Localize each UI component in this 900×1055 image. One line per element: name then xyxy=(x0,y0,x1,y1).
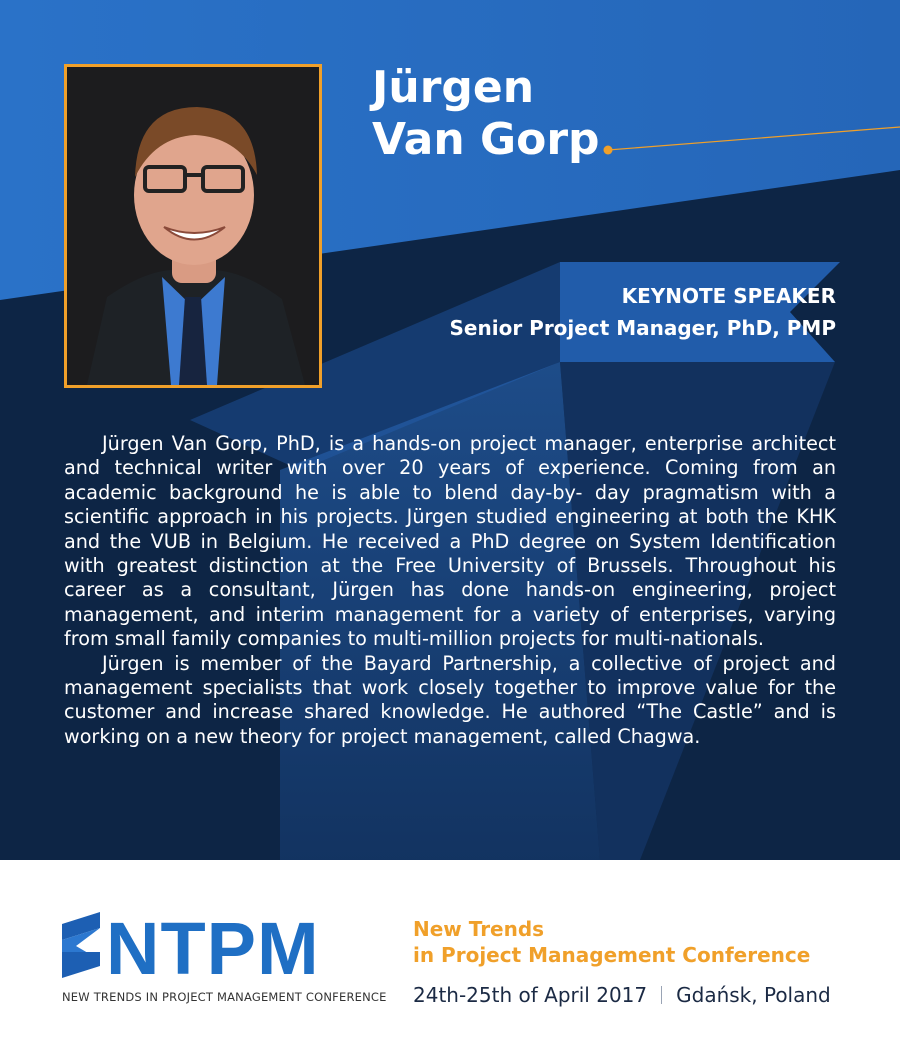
speaker-name xyxy=(372,62,600,166)
speaker-last-name: Van Gorp xyxy=(372,114,600,165)
speaker-bio xyxy=(64,432,836,749)
bio-paragraph-1: Jürgen Van Gorp, PhD, is a hands-on project manager, enterprise architect and technical writer with over 20 years of experience. Coming from an academic background he is able to blend day-by- day pragmatism with a scientific approach in his projects. Jürgen studied engineering at both the KHK and the VUB in Belgium. He received a PhD degree on System Identification with greatest distinction at the Free University of Brussels. Throughout his career as a consultant, Jürgen has done hands-on engineering, project management, and interim management for a variety of enterprises, varying from small family companies to multi-million projects for multi-nationals. xyxy=(64,432,836,651)
conference-line-2: in Project Management Conference xyxy=(413,943,811,967)
speaker-role-block xyxy=(450,280,836,344)
bio-paragraph-2: Jürgen is member of the Bayard Partnership, a collective of project and management specialists that work closely together to improve value for the customer and increase shared knowledge. He authored “The Castle” and is working on a new theory for project management, called Chagwa. xyxy=(64,651,836,748)
speaker-portrait-icon xyxy=(67,67,319,385)
conference-dates: 24th-25th of April 2017 xyxy=(413,983,648,1007)
speaker-photo xyxy=(64,64,322,388)
divider xyxy=(661,986,662,1004)
speaker-role: KEYNOTE SPEAKER xyxy=(621,284,836,308)
conference-name xyxy=(413,916,810,968)
logo-text: NTPM xyxy=(106,912,320,982)
speaker-first-name: Jürgen xyxy=(372,62,535,113)
speaker-title: Senior Project Manager, PhD, PMP xyxy=(449,316,836,340)
conference-location: Gdańsk, Poland xyxy=(676,983,831,1007)
conference-date-location xyxy=(413,982,831,1008)
ntpm-logo xyxy=(62,912,372,982)
conference-line-1: New Trends xyxy=(413,917,545,941)
logo-tagline: NEW TRENDS IN PROJECT MANAGEMENT CONFERENCE xyxy=(62,990,387,1004)
